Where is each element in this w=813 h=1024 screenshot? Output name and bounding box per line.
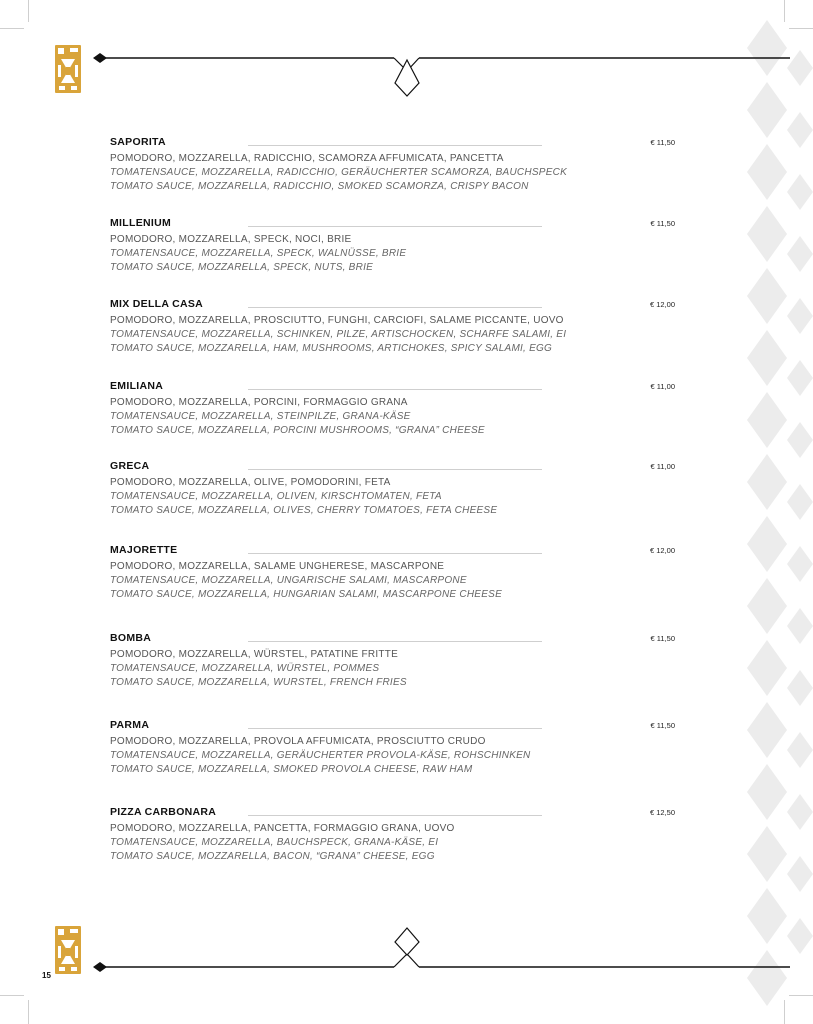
dotted-leader xyxy=(248,815,542,816)
item-name: SAPORITA xyxy=(110,136,166,148)
item-name: EMILIANA xyxy=(110,380,164,392)
item-name: GRECA xyxy=(110,460,150,472)
menu-item xyxy=(110,377,680,441)
item-price: € 12,00 xyxy=(649,300,675,309)
ingredients-italian: POMODORO, MOZZARELLA, PROSCIUTTO, FUNGHI, CARCIOFI, SALAME PICCANTE, UOVO xyxy=(110,315,564,326)
menu-item xyxy=(110,629,680,693)
dotted-leader xyxy=(248,469,542,470)
dotted-leader xyxy=(248,641,542,642)
ingredients-english: TOMATO SAUCE, MOZZARELLA, PORCINI MUSHROOMS, “GRANA” CHEESE xyxy=(110,425,485,436)
top-divider xyxy=(0,0,813,110)
item-name: MAJORETTE xyxy=(110,544,178,556)
ingredients-german: TOMATENSAUCE, MOZZARELLA, WÜRSTEL, POMMES xyxy=(110,663,380,674)
dotted-leader xyxy=(248,307,542,308)
dotted-leader xyxy=(248,145,542,146)
diamond-outline-icon xyxy=(395,60,419,96)
menu-item xyxy=(110,133,680,197)
item-name: BOMBA xyxy=(110,632,152,644)
ingredients-italian: POMODORO, MOZZARELLA, OLIVE, POMODORINI, FETA xyxy=(110,477,391,488)
item-name: MILLENIUM xyxy=(110,217,172,229)
dotted-leader xyxy=(248,553,542,554)
item-name: PIZZA CARBONARA xyxy=(110,806,217,818)
ingredients-italian: POMODORO, MOZZARELLA, PANCETTA, FORMAGGIO GRANA, UOVO xyxy=(110,823,455,834)
brand-logo-icon xyxy=(55,45,81,93)
ingredients-german: TOMATENSAUCE, MOZZARELLA, GERÄUCHERTER PROVOLA-KÄSE, ROHSCHINKEN xyxy=(110,750,531,761)
item-price: € 11,50 xyxy=(650,634,675,643)
ingredients-english: TOMATO SAUCE, MOZZARELLA, BACON, “GRANA” CHEESE, EGG xyxy=(110,851,435,862)
ingredients-italian: POMODORO, MOZZARELLA, SALAME UNGHERESE, MASCARPONE xyxy=(110,561,445,572)
item-price: € 11,50 xyxy=(650,138,675,147)
ingredients-german: TOMATENSAUCE, MOZZARELLA, STEINPILZE, GRANA-KÄSE xyxy=(110,411,411,422)
item-price: € 11,00 xyxy=(650,462,675,471)
dotted-leader xyxy=(248,226,542,227)
ingredients-english: TOMATO SAUCE, MOZZARELLA, HAM, MUSHROOMS, ARTICHOKES, SPICY SALAMI, EGG xyxy=(110,343,553,354)
item-name: PARMA xyxy=(110,719,150,731)
ingredients-german: TOMATENSAUCE, MOZZARELLA, OLIVEN, KIRSCHTOMATEN, FETA xyxy=(110,491,442,502)
ingredients-english: TOMATO SAUCE, MOZZARELLA, SMOKED PROVOLA CHEESE, RAW HAM xyxy=(110,764,473,775)
ingredients-italian: POMODORO, MOZZARELLA, RADICCHIO, SCAMORZA AFFUMICATA, PANCETTA xyxy=(110,153,504,164)
ingredients-german: TOMATENSAUCE, MOZZARELLA, SCHINKEN, PILZE, ARTISCHOCKEN, SCHARFE SALAMI, EI xyxy=(110,329,567,340)
dotted-leader xyxy=(248,728,542,729)
menu-item xyxy=(110,295,680,359)
ingredients-german: TOMATENSAUCE, MOZZARELLA, UNGARISCHE SALAMI, MASCARPONE xyxy=(110,575,467,586)
item-price: € 12,00 xyxy=(649,546,675,555)
ingredients-italian: POMODORO, MOZZARELLA, PORCINI, FORMAGGIO GRANA xyxy=(110,397,408,408)
menu-item xyxy=(110,803,680,867)
ingredients-english: TOMATO SAUCE, MOZZARELLA, HUNGARIAN SALAMI, MASCARPONE CHEESE xyxy=(110,589,502,600)
item-price: € 11,50 xyxy=(650,721,675,730)
item-name: MIX DELLA CASA xyxy=(110,298,204,310)
ingredients-german: TOMATENSAUCE, MOZZARELLA, SPECK, WALNÜSSE, BRIE xyxy=(110,248,407,259)
ingredients-italian: POMODORO, MOZZARELLA, WÜRSTEL, PATATINE FRITTE xyxy=(110,649,398,660)
menu-item xyxy=(110,457,680,521)
ingredients-english: TOMATO SAUCE, MOZZARELLA, WURSTEL, FRENCH FRIES xyxy=(110,677,407,688)
ingredients-english: TOMATO SAUCE, MOZZARELLA, RADICCHIO, SMOKED SCAMORZA, CRISPY BACON xyxy=(110,181,529,192)
ingredients-german: TOMATENSAUCE, MOZZARELLA, BAUCHSPECK, GRANA-KÄSE, EI xyxy=(110,837,439,848)
dotted-leader xyxy=(248,389,542,390)
menu-item xyxy=(110,541,680,605)
ingredients-italian: POMODORO, MOZZARELLA, PROVOLA AFFUMICATA, PROSCIUTTO CRUDO xyxy=(110,736,486,747)
brand-logo-icon xyxy=(55,926,81,974)
item-price: € 11,00 xyxy=(650,382,675,391)
item-price: € 11,50 xyxy=(650,219,675,228)
page-number: 15 xyxy=(42,971,51,980)
ingredients-english: TOMATO SAUCE, MOZZARELLA, OLIVES, CHERRY TOMATOES, FETA CHEESE xyxy=(110,505,498,516)
menu-item xyxy=(110,214,680,278)
menu-item xyxy=(110,716,680,780)
item-price: € 12,50 xyxy=(649,808,675,817)
ingredients-italian: POMODORO, MOZZARELLA, SPECK, NOCI, BRIE xyxy=(110,234,352,245)
ingredients-german: TOMATENSAUCE, MOZZARELLA, RADICCHIO, GERÄUCHERTER SCAMORZA, BAUCHSPECK xyxy=(110,167,568,178)
ingredients-english: TOMATO SAUCE, MOZZARELLA, SPECK, NUTS, BRIE xyxy=(110,262,374,273)
